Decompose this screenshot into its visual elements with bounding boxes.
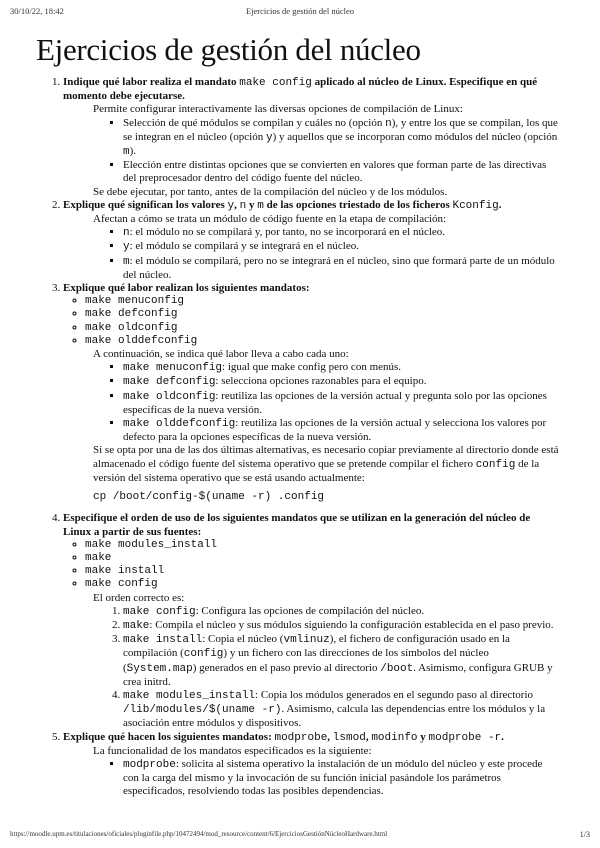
print-header [10, 6, 590, 18]
exercise-item [63, 512, 560, 730]
print-footer [10, 830, 590, 842]
list-item: ▪ modprobe: solicita al sistema operativo la instalación de un módulo del núcleo y este procede con la carga del mismo y la invocación de su función inicial pasándole los parámetros especificados, resolviendo todas las posibles dependencias. [123, 758, 560, 799]
question: 2. Explique qué significan los valores y, n y m de las opciones triestado de los ficheros Kconfig. [63, 198, 502, 212]
list-item: 2. make: Compila el núcleo y sus módulos siguiendo la configuración establecida en el paso previo. [123, 619, 560, 633]
list-item: ▪ make olddefconfig: reutiliza las opciones de la versión actual y selecciona los valores por defecto para la opciones específicas de la nueva versión. [123, 417, 560, 444]
list-item: ◦ make olddefconfig [85, 335, 560, 348]
answer-outro: Se debe ejecutar, por tanto, antes de la compilación del núcleo y de los módulos. [93, 185, 448, 198]
list-item: ◦ make [85, 552, 560, 565]
list-item: ▪ n: el módulo no se compilará y, por tanto, no se incorporará en el núcleo. [123, 226, 560, 240]
answer-intro: La funcionalidad de los mandatos especificados es la siguiente: [93, 744, 372, 757]
list-item: 1. make config: Configura las opciones de compilación del núcleo. [123, 605, 560, 619]
exercise-item [63, 76, 560, 199]
answer-intro: Permite configurar interactivamente las diversas opciones de compilación de Linux: [93, 103, 463, 116]
header-datetime: 30/10/22, 18:42 [10, 6, 64, 16]
list-item: ◦ make modules_install [85, 539, 560, 552]
ordered-steps [63, 605, 560, 731]
exercise-item [63, 199, 560, 282]
list-item: ◦ make oldconfig [85, 322, 560, 335]
answer-list [63, 226, 560, 282]
page-title: Ejercicios de gestión del núcleo [36, 32, 421, 67]
list-item: ◦ make defconfig [85, 308, 560, 321]
question: 1. Indique qué labor realiza el mandato make config aplicado al núcleo de Linux. Especifique en qué momento debe ejecutarse. [63, 76, 538, 103]
exercise-content [0, 76, 600, 799]
command-example: cp /boot/config-$(uname -r) .config [93, 491, 325, 504]
exercise-item [63, 282, 560, 504]
exercise-list [0, 76, 600, 799]
exercise-item [63, 731, 560, 799]
list-item: ◦ make menuconfig [85, 295, 560, 308]
list-item: ▪ Selección de qué módulos se compilan y cuáles no (opción n), y entre los que se compilan, los que se integran en el núcleo (opción y) y aquellos que se incorporan como módulos del núcleo (opción m). [123, 117, 560, 160]
answer-note: Si se opta por una de las dos últimas alternativas, es necesario copiar previamente al directorio donde está almacenado el código fuente del sistema operativo que se pretende compilar el fichero config de la versión del sistema operativo que se está usando actualmente: [93, 444, 559, 484]
question: 5. Explique qué hacen los siguientes mandatos: modprobe, lsmod, modinfo y modprobe -r. [63, 730, 504, 744]
footer-page-number: 1/3 [579, 830, 590, 839]
list-item: ▪ y: el módulo se compilará y se integrará en el núcleo. [123, 240, 560, 254]
list-item: ◦ make install [85, 565, 560, 578]
list-item: ▪ make menuconfig: igual que make config pero con menús. [123, 361, 560, 375]
footer-url: https://moodle.upm.es/titulaciones/oficiales/pluginfile.php/10472494/mod_resource/content/6/EjerciciosGestiónNúcleoHardware.html [10, 830, 388, 838]
answer-intro: A continuación, se indica qué labor lleva a cabo cada uno: [93, 348, 349, 361]
header-title: Ejercicios de gestión del núcleo [245, 6, 355, 16]
list-item: ◦ make config [85, 578, 560, 591]
answer-intro: Afectan a cómo se trata un módulo de código fuente en la etapa de compilación: [93, 213, 447, 226]
command-list [63, 539, 560, 592]
answer-intro: El orden correcto es: [93, 591, 185, 604]
question: 3. Explique qué labor realizan los siguientes mandatos: [63, 282, 310, 295]
question: 4. Especifique el orden de uso de los siguientes mandatos que se utilizan en la generación del núcleo de Linux a partir de sus fuentes: [63, 512, 531, 538]
answer-list [63, 361, 560, 444]
list-item: ▪ Elección entre distintas opciones que se convierten en valores que forman parte de las directivas del preprocesador dentro del código fuente del núcleo. [123, 159, 560, 185]
answer-list [63, 117, 560, 186]
list-item: ▪ make oldconfig: reutiliza las opciones de la versión actual y pregunta solo por las opciones específicas de la nueva versión. [123, 390, 560, 417]
list-item: ▪ m: el módulo se compilará, pero no se integrará en el núcleo, sino que formará parte de un módulo del núcleo. [123, 255, 560, 282]
list-item: 3. make install: Copia el núcleo (vmlinuz), el fichero de configuración usado en la compilación (config) y un fichero con las direcciones de los símbolos del núcleo (System.map) generados en el paso previo al directorio /boot. Asimismo, configura GRUB y crea initrd. [123, 633, 560, 689]
answer-list [63, 758, 560, 799]
command-list [63, 295, 560, 348]
list-item: 4. make modules_install: Copia los módulos generados en el segundo paso al directorio /lib/modules/$(uname -r). Asimismo, calcula las dependencias entre los módulos y la asociación entre módulos y dispositivos. [123, 689, 560, 731]
list-item: ▪ make defconfig: selecciona opciones razonables para el equipo. [123, 375, 560, 389]
